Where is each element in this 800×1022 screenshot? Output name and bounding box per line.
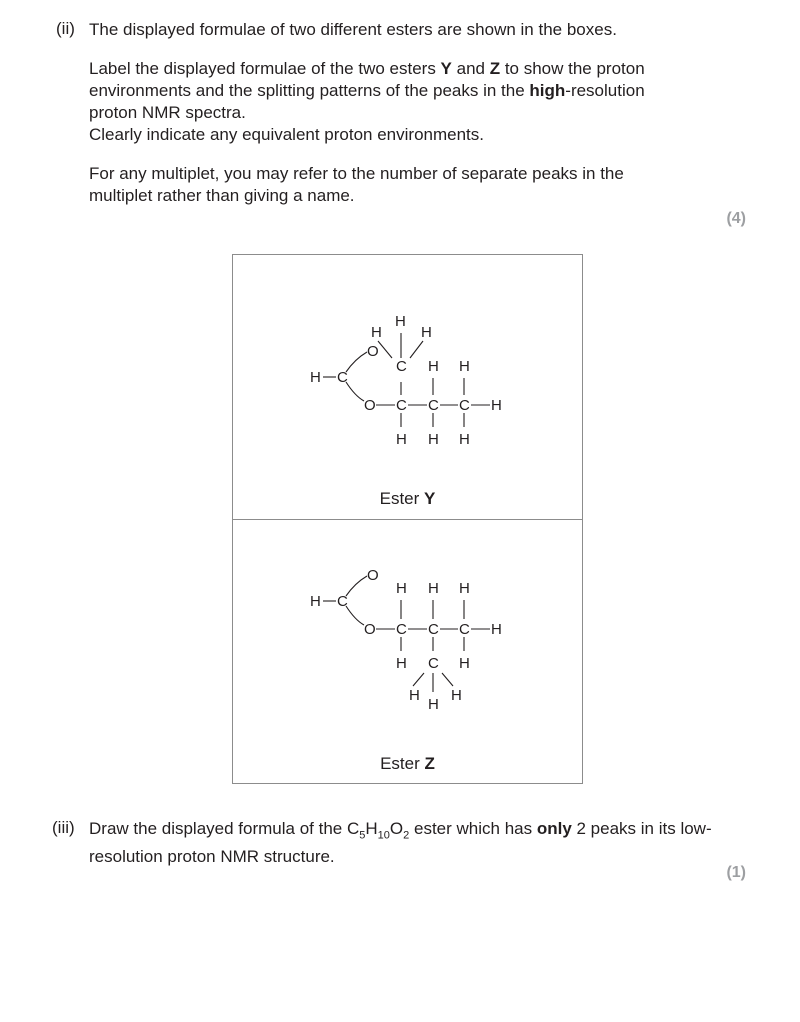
atom-c: C bbox=[428, 655, 439, 672]
atom-h: H bbox=[310, 369, 321, 386]
part-iii-text: Draw the displayed formula of the $C_5H_{10}O_2$ ester which has only 2 peaks in its low-resolution proton NMR structure. bbox=[89, 819, 712, 867]
part-ii-intro: The displayed formulae of two different esters are shown in the boxes. bbox=[89, 20, 617, 39]
atom-h: H bbox=[459, 431, 470, 448]
atom-c: C bbox=[396, 621, 407, 638]
atom-h: H bbox=[396, 431, 407, 448]
atom-h: H bbox=[459, 358, 470, 375]
atom-h: H bbox=[459, 655, 470, 672]
atom-o: O bbox=[364, 621, 376, 638]
ester-y-caption: Ester Y bbox=[379, 489, 436, 508]
atom-c: C bbox=[459, 621, 470, 638]
atom-h: H bbox=[428, 431, 439, 448]
atom-c: C bbox=[396, 397, 407, 414]
atom-o: O bbox=[364, 397, 376, 414]
atom-h: H bbox=[421, 324, 432, 341]
ester-z-box bbox=[232, 519, 583, 784]
atom-h: H bbox=[459, 580, 470, 597]
only-emphasis: only bbox=[536, 819, 572, 838]
atom-o: O bbox=[367, 567, 379, 584]
atom-h: H bbox=[395, 313, 406, 330]
marks-ii: (4) bbox=[726, 210, 746, 227]
high-emphasis: high bbox=[529, 81, 566, 100]
atom-h: H bbox=[310, 593, 321, 610]
atom-h: H bbox=[428, 358, 439, 375]
atom-c: C bbox=[428, 621, 439, 638]
atom-h: H bbox=[428, 696, 439, 713]
atom-h: H bbox=[409, 687, 420, 704]
multiplet-note: For any multiplet, you may refer to the number of separate peaks in the multiplet rather than giving a name. bbox=[89, 164, 624, 205]
atom-c: C bbox=[428, 397, 439, 414]
ester-z-ref: Z bbox=[489, 59, 501, 78]
atom-h: H bbox=[371, 324, 382, 341]
ester-y-ref: Y bbox=[440, 59, 452, 78]
atom-c: C bbox=[459, 397, 470, 414]
ester-y-structure bbox=[233, 255, 584, 521]
marks-iii: (1) bbox=[726, 864, 746, 881]
atom-h: H bbox=[491, 397, 502, 414]
equivalent-note: Clearly indicate any equivalent proton environments. bbox=[89, 125, 485, 144]
atom-o: O bbox=[367, 343, 379, 360]
atom-h: H bbox=[396, 655, 407, 672]
question-number-ii: (ii) bbox=[56, 19, 75, 38]
ester-y-box bbox=[232, 254, 583, 520]
question-number-iii: (iii) bbox=[52, 818, 75, 837]
atom-h: H bbox=[428, 580, 439, 597]
atom-h: H bbox=[396, 580, 407, 597]
atom-c: C bbox=[337, 593, 348, 610]
part-ii-instruction: Label the displayed formulae of the two esters Y and Z to show the proton environments and the splitting patterns of the peaks in the high-resolution proton NMR spectra. bbox=[89, 59, 645, 122]
atom-c: C bbox=[396, 358, 407, 375]
ester-z-caption: Ester Z bbox=[380, 754, 435, 773]
atom-h: H bbox=[491, 621, 502, 638]
atom-c: C bbox=[337, 369, 348, 386]
atom-h: H bbox=[451, 687, 462, 704]
ester-z-structure bbox=[233, 520, 584, 785]
